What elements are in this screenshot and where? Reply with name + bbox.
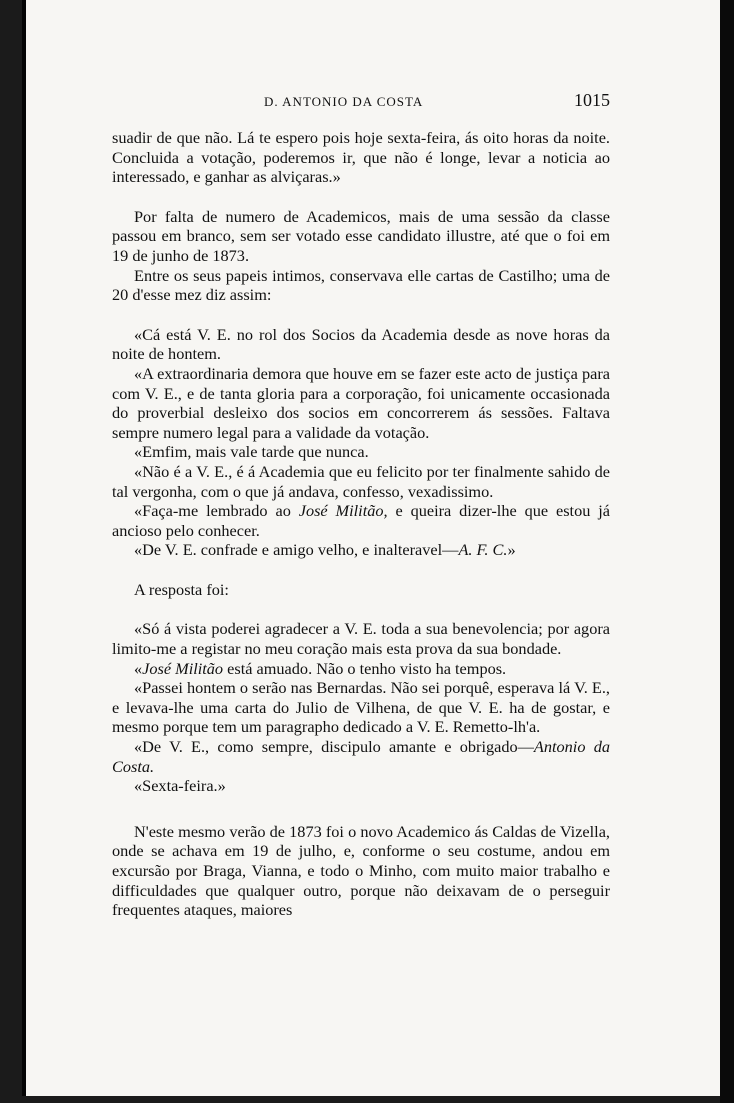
letter-paragraph (112, 462, 610, 501)
text-run: «De V. E., como sempre, discipulo amante e obrigado— (134, 737, 534, 757)
paragraph (112, 822, 610, 920)
italic-text: José Militão (142, 658, 224, 678)
text-run: «Não é a V. E., é á Academia que eu felicito por ter finalmente sahido de tal vergonha, com o que já andava, confesso, vexadissimo. (112, 461, 610, 501)
text-run: A resposta foi: (134, 579, 229, 599)
paragraph (112, 207, 610, 266)
body-text (112, 128, 610, 920)
paragraph (112, 266, 610, 305)
letter-paragraph (112, 364, 610, 442)
letter-paragraph (112, 325, 610, 364)
letter-signature (112, 737, 610, 776)
italic-text: Antonio da Costa. (112, 737, 610, 776)
text-run: «Passei hontem o serão nas Bernardas. Não sei porquê, esperava lá V. E., e levava-lhe uma carta do Julio de Vilhena, de que V. E. ha de gostar, e mesmo porque tem um paragrapho dedicado a V. E. Remetto-lh'a. (112, 678, 610, 737)
page-header (112, 90, 610, 112)
text-run: Entre os seus papeis intimos, conservava elle cartas de Castilho; uma de 20 d'esse mez diz assim: (112, 265, 610, 305)
letter-signature (112, 540, 610, 560)
text-run: N'este mesmo verão de 1873 foi o novo Academico ás Caldas de Vizella, onde se achava em 19 de julho, e, conforme o seu costume, andou em excursão por Braga, Vianna, e todo o Minho, com muito maior trabalho e difficuldades que qualquer outro, porque não deixavam de o perseguir frequentes ataques, maiores (112, 821, 610, 920)
text-run: suadir de que não. Lá te espero pois hoje sexta-feira, ás oito horas da noite. Concluida a votação, poderemos ir, que não é longe, levar a noticia ao interessado, e ganhar as alviçaras.» (112, 128, 610, 187)
letter-paragraph (112, 619, 610, 658)
text-run: « (134, 658, 143, 678)
text-run: «Sexta-feira.» (134, 776, 226, 796)
letter-paragraph (112, 659, 610, 679)
text-run: «Emfim, mais vale tarde que nunca. (134, 442, 369, 462)
italic-text: José Militão, (298, 501, 388, 521)
letter-date (112, 776, 610, 796)
italic-text: A. F. C. (458, 540, 508, 560)
text-run: Por falta de numero de Academicos, mais de uma sessão da classe passou em branco, sem ser votado esse candidato illustre, até que o foi em 19 de junho de 1873. (112, 206, 610, 265)
running-title: D. ANTONIO DA COSTA (264, 94, 424, 109)
paragraph (112, 128, 610, 187)
text-run: «A extraordinaria demora que houve em se fazer este acto de justiça para com V. E., e de tanta gloria para a corporação, foi unicamente occasionada do proverbial desleixo dos socios em concorrerem ás sessões. Faltava sempre numero legal para a validade da votação. (112, 363, 610, 442)
page-number: 1015 (574, 90, 610, 110)
text-run: e queira dizer-lhe que estou já ancioso pelo conhecer. (112, 501, 611, 540)
text-run: » (507, 540, 516, 560)
letter-paragraph (112, 678, 610, 737)
text-run: está amuado. Não o tenho visto ha tempos. (223, 658, 507, 678)
text-run: «De V. E. confrade e amigo velho, e inalteravel— (134, 540, 459, 560)
text-run: «Só á vista poderei agradecer a V. E. toda a sua benevolencia; por agora limito-me a registar no meu coração mais esta prova da sua bondade. (112, 619, 610, 659)
text-run: «Faça-me lembrado ao (134, 501, 299, 521)
book-page (22, 0, 720, 1096)
paragraph (112, 580, 610, 600)
letter-paragraph (112, 501, 610, 540)
letter-paragraph (112, 442, 610, 462)
text-run: «Cá está V. E. no rol dos Socios da Academia desde as nove horas da noite de hontem. (112, 324, 610, 364)
scan-edge (720, 0, 734, 1103)
